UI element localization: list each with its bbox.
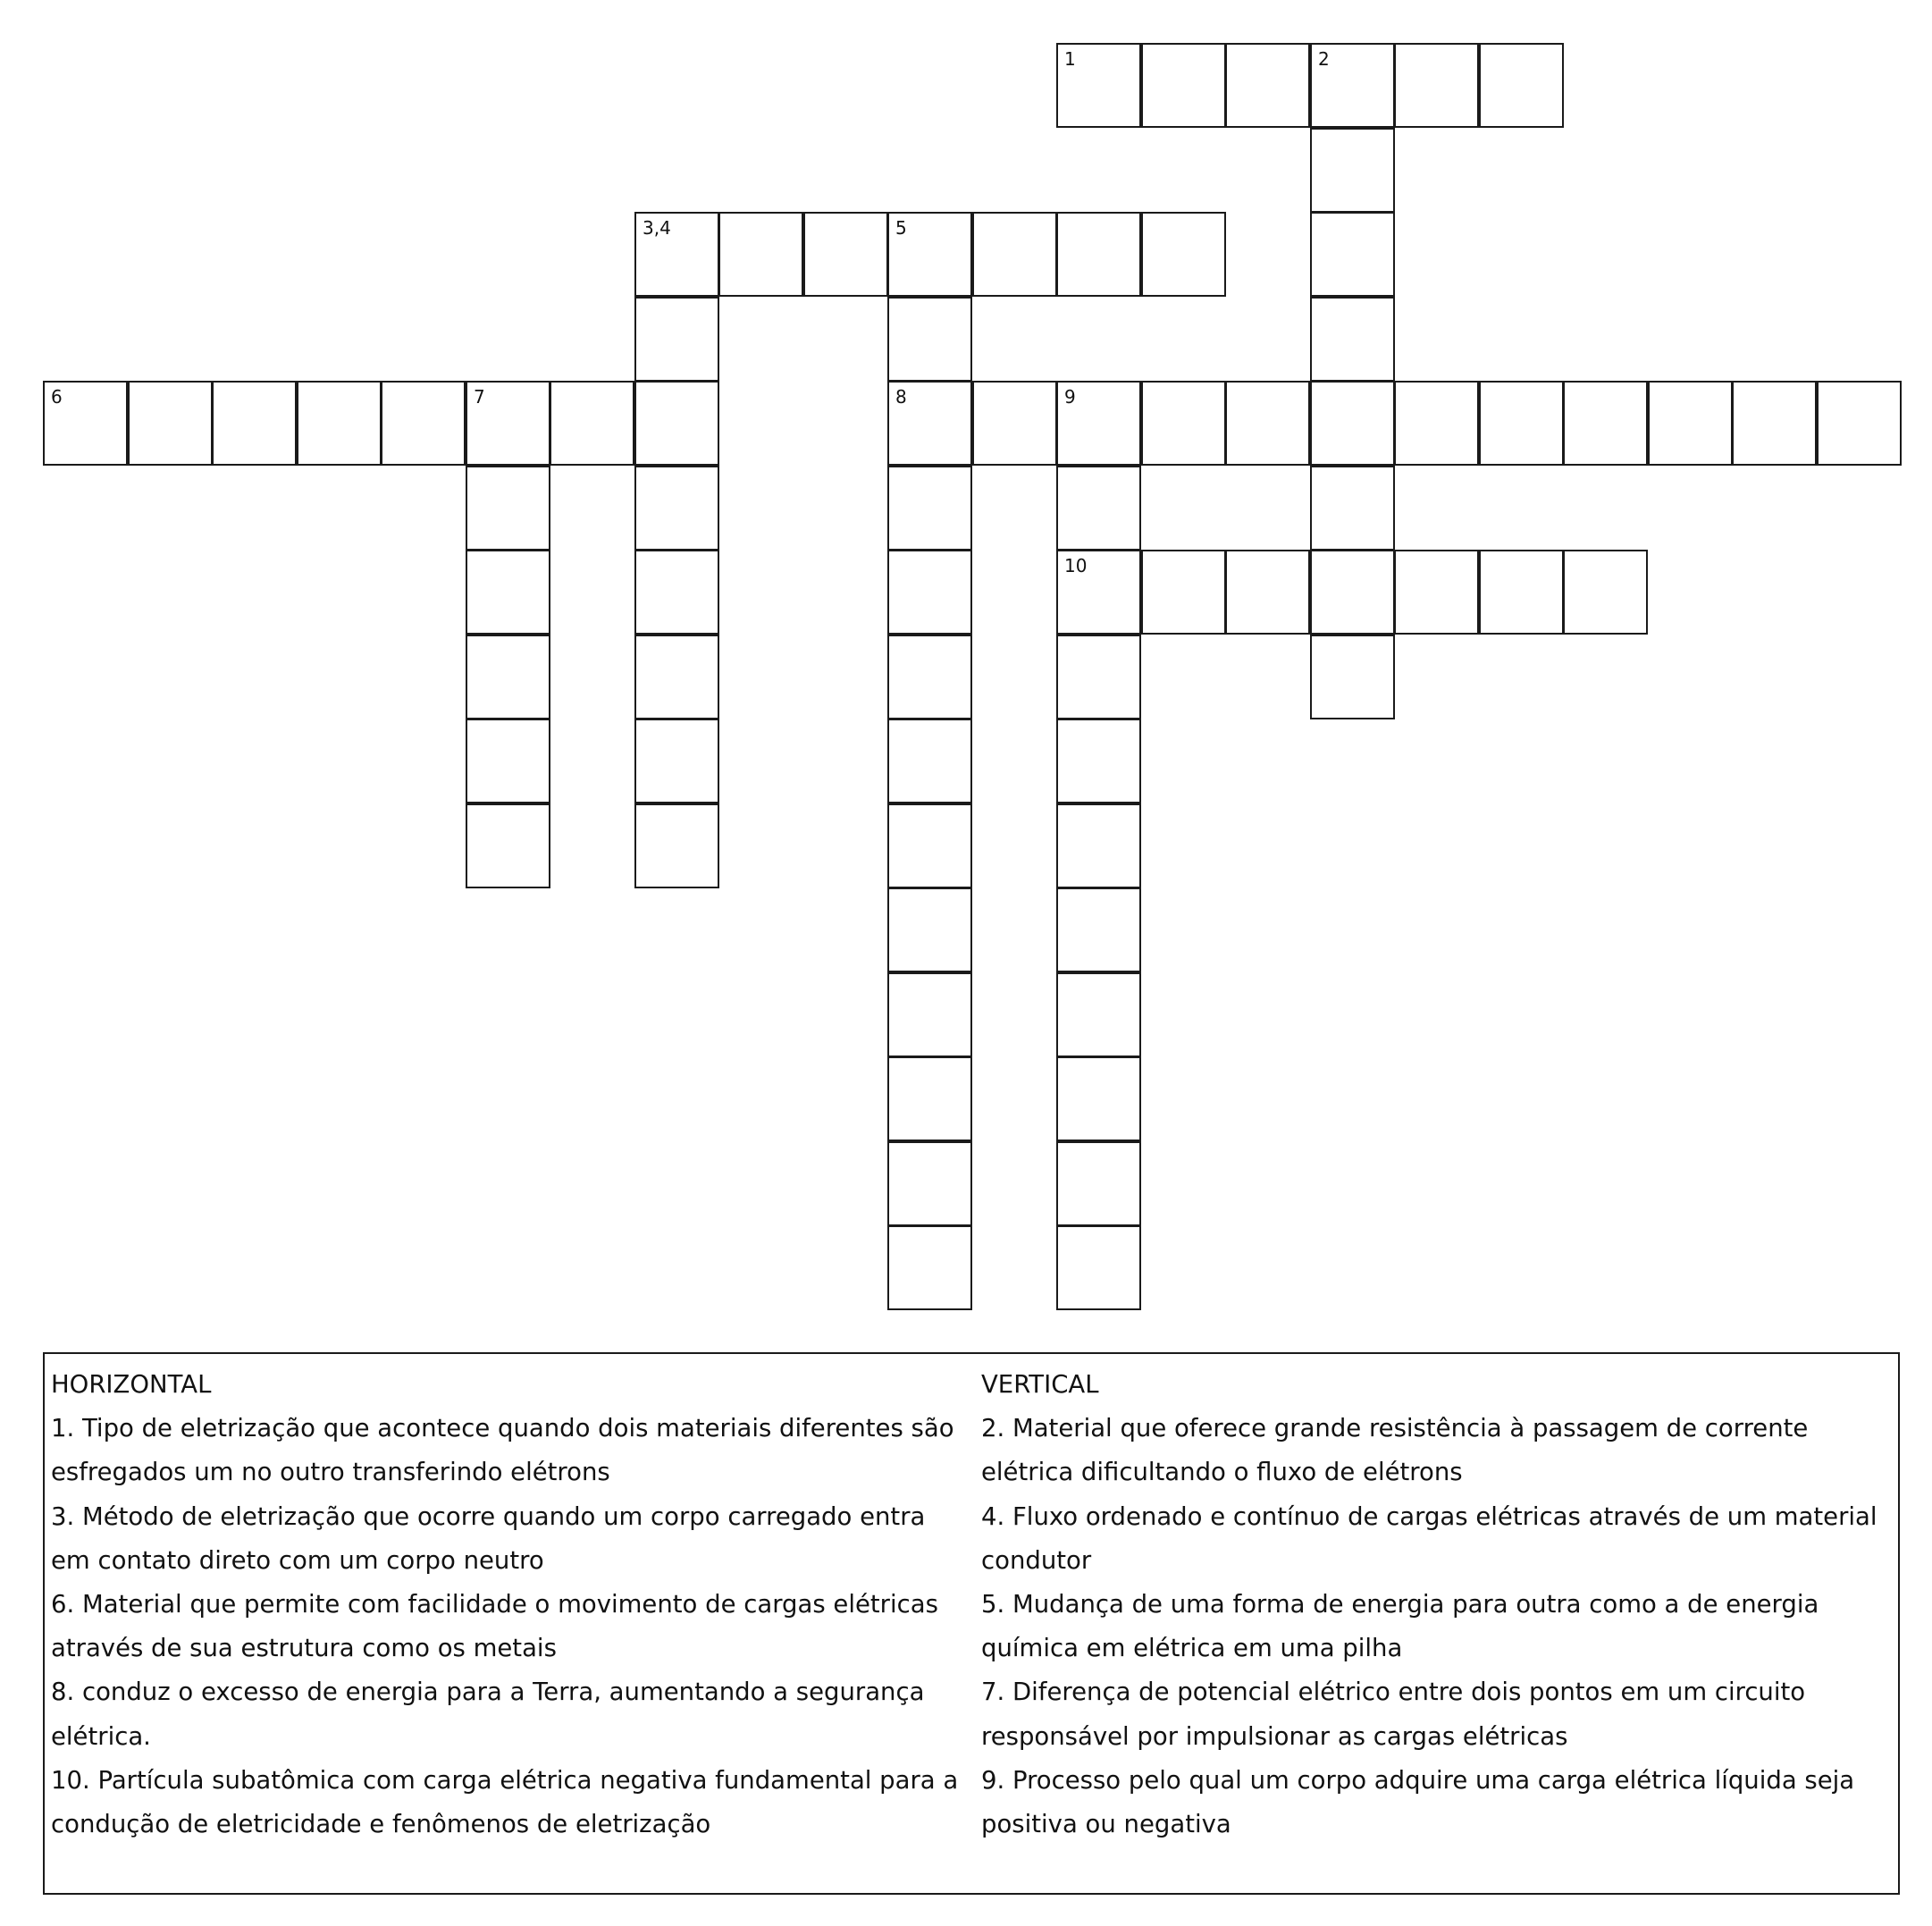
crossword-cell[interactable]	[887, 1225, 972, 1310]
crossword-cell[interactable]	[1310, 550, 1395, 635]
clue-box	[43, 1352, 1900, 1895]
crossword-cell[interactable]	[1310, 466, 1395, 551]
crossword-cell[interactable]	[1394, 550, 1479, 635]
clue-number: 7	[474, 386, 485, 408]
crossword-cell[interactable]	[1563, 550, 1648, 635]
clue-horizontal-1: 1. Tipo de eletrização que acontece quando dois materiais diferentes são esfregados um no outro transferindo elétrons	[51, 1414, 954, 1487]
crossword-cell[interactable]	[1225, 550, 1310, 635]
crossword-cell[interactable]	[634, 466, 719, 551]
crossword-cell[interactable]	[887, 1056, 972, 1141]
vertical-heading: VERTICAL	[981, 1370, 1099, 1399]
crossword-cell[interactable]	[1479, 381, 1564, 466]
crossword-cell[interactable]	[1310, 381, 1395, 466]
crossword-cell[interactable]	[1817, 381, 1902, 466]
crossword-cell[interactable]	[887, 719, 972, 803]
crossword-cell[interactable]	[212, 381, 297, 466]
clue-number: 9	[1064, 386, 1076, 408]
crossword-cell[interactable]	[887, 635, 972, 719]
crossword-cell[interactable]	[972, 212, 1057, 297]
crossword-cell[interactable]	[887, 887, 972, 972]
crossword-cell[interactable]	[381, 381, 466, 466]
crossword-cell[interactable]	[1394, 43, 1479, 128]
clue-number: 2	[1318, 48, 1330, 70]
clue-horizontal-6: 6. Material que permite com facilidade o movimento de cargas elétricas através de sua estrutura como os metais	[51, 1590, 938, 1663]
crossword-cell[interactable]	[1056, 1225, 1141, 1310]
crossword-cell[interactable]	[634, 381, 719, 466]
crossword-cell[interactable]	[1056, 43, 1141, 128]
crossword-cell[interactable]	[1056, 550, 1141, 635]
crossword-cell[interactable]	[550, 381, 634, 466]
clue-horizontal-8: 8. conduz o excesso de energia para a Terra, aumentando a segurança elétrica.	[51, 1678, 925, 1751]
crossword-cell[interactable]	[1056, 381, 1141, 466]
crossword-cell[interactable]	[466, 466, 550, 551]
crossword-cell[interactable]	[297, 381, 382, 466]
crossword-cell[interactable]	[634, 550, 719, 635]
crossword-cell[interactable]	[1310, 43, 1395, 128]
crossword-cell[interactable]	[887, 550, 972, 635]
crossword-cell[interactable]	[1056, 972, 1141, 1057]
crossword-cell[interactable]	[1479, 550, 1564, 635]
crossword-cell[interactable]	[1056, 635, 1141, 719]
crossword-cell[interactable]	[128, 381, 213, 466]
clue-number: 5	[895, 217, 907, 239]
clue-horizontal-3: 3. Método de eletrização que ocorre quando um corpo carregado entra em contato direto com um corpo neutro	[51, 1501, 926, 1575]
clue-number: 3,4	[643, 217, 671, 239]
clue-vertical-7: 7. Diferença de potencial elétrico entre dois pontos em um circuito responsável por impulsionar as cargas elétricas	[981, 1678, 1806, 1751]
crossword-cell[interactable]	[634, 635, 719, 719]
crossword-cell[interactable]	[887, 803, 972, 888]
crossword-cell[interactable]	[1310, 128, 1395, 213]
crossword-cell[interactable]	[718, 212, 803, 297]
crossword-cell[interactable]	[1225, 381, 1310, 466]
clue-vertical-5: 5. Mudança de uma forma de energia para outra como a de energia química em elétrica em uma pilha	[981, 1590, 1819, 1663]
horizontal-clues	[51, 1363, 971, 1846]
horizontal-heading: HORIZONTAL	[51, 1370, 212, 1399]
crossword-cell[interactable]	[634, 719, 719, 803]
crossword-cell[interactable]	[972, 381, 1057, 466]
crossword-cell[interactable]	[1141, 43, 1226, 128]
crossword-cell[interactable]	[1056, 887, 1141, 972]
crossword-cell[interactable]	[466, 719, 550, 803]
crossword-cell[interactable]	[887, 381, 972, 466]
crossword-cell[interactable]	[1141, 212, 1226, 297]
crossword-cell[interactable]	[887, 466, 972, 551]
crossword-cell[interactable]	[466, 381, 550, 466]
crossword-cell[interactable]	[887, 297, 972, 382]
crossword-cell[interactable]	[803, 212, 888, 297]
crossword-cell[interactable]	[1563, 381, 1648, 466]
crossword-cell[interactable]	[1479, 43, 1564, 128]
crossword-cell[interactable]	[1310, 212, 1395, 297]
crossword-cell[interactable]	[887, 972, 972, 1057]
crossword-cell[interactable]	[466, 550, 550, 635]
crossword-cell[interactable]	[1310, 635, 1395, 719]
crossword-cell[interactable]	[466, 635, 550, 719]
crossword-cell[interactable]	[634, 212, 719, 297]
crossword-cell[interactable]	[634, 803, 719, 888]
crossword-cell[interactable]	[1225, 43, 1310, 128]
crossword-cell[interactable]	[1056, 212, 1141, 297]
crossword-cell[interactable]	[887, 212, 972, 297]
clue-number: 10	[1064, 555, 1088, 576]
clue-vertical-2: 2. Material que oferece grande resistência à passagem de corrente elétrica dificultando o fluxo de elétrons	[981, 1414, 1809, 1487]
crossword-cell[interactable]	[1056, 1056, 1141, 1141]
crossword-cell[interactable]	[1648, 381, 1733, 466]
crossword-cell[interactable]	[1056, 466, 1141, 551]
crossword-cell[interactable]	[634, 297, 719, 382]
crossword-cell[interactable]	[466, 803, 550, 888]
clue-number: 8	[895, 386, 907, 408]
crossword-cell[interactable]	[1056, 803, 1141, 888]
vertical-clues	[981, 1363, 1893, 1846]
clue-horizontal-10: 10. Partícula subatômica com carga elétrica negativa fundamental para a condução de eletricidade e fenômenos de eletrização	[51, 1765, 959, 1839]
clue-vertical-9: 9. Processo pelo qual um corpo adquire uma carga elétrica líquida seja positiva ou negativa	[981, 1765, 1855, 1839]
clue-number: 1	[1064, 48, 1076, 70]
crossword-cell[interactable]	[887, 1141, 972, 1226]
crossword-cell[interactable]	[1141, 550, 1226, 635]
crossword-cell[interactable]	[1732, 381, 1817, 466]
crossword-cell[interactable]	[43, 381, 128, 466]
crossword-cell[interactable]	[1056, 1141, 1141, 1226]
clue-vertical-4: 4. Fluxo ordenado e contínuo de cargas elétricas através de um material condutor	[981, 1501, 1877, 1575]
crossword-cell[interactable]	[1141, 381, 1226, 466]
crossword-cell[interactable]	[1310, 297, 1395, 382]
crossword-cell[interactable]	[1394, 381, 1479, 466]
clue-number: 6	[51, 386, 63, 408]
crossword-cell[interactable]	[1056, 719, 1141, 803]
